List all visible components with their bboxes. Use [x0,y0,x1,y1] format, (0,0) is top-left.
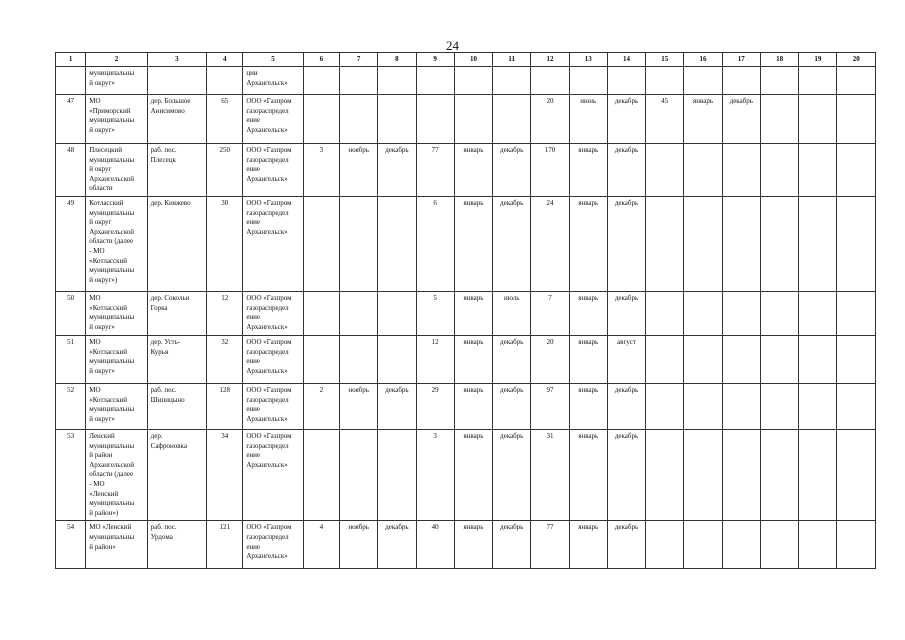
table-cell-col-19 [799,292,837,336]
table-cell-col-10: январь [454,430,492,521]
table-cell-col-16 [684,67,722,95]
table-cell-col-2: Плесецкий муниципальны й округ Архангельской области [86,144,147,197]
table-cell-col-7: ноябрь [340,521,378,569]
table-cell-col-13: январь [569,197,607,292]
table-row [56,144,876,197]
table-cell-col-1: 49 [56,197,86,292]
table-cell-col-7 [340,197,378,292]
table-cell-col-11: декабрь [493,336,531,384]
table-cell-col-8 [378,430,416,521]
table-cell-col-16 [684,292,722,336]
column-header-3: 3 [147,53,206,67]
column-header-11: 11 [493,53,531,67]
table-cell-col-1 [56,67,86,95]
table-cell-col-10 [454,95,492,144]
table-cell-col-7: ноябрь [340,384,378,430]
table-cell-col-11: декабрь [493,521,531,569]
table-cell-col-17 [722,521,760,569]
table-row [56,336,876,384]
header-row [56,53,876,67]
table-cell-col-1: 52 [56,384,86,430]
table-cell-col-8 [378,67,416,95]
table-cell-col-12: 7 [531,292,569,336]
table-cell-col-20 [837,336,876,384]
table-cell-col-9: 6 [416,197,454,292]
table-cell-col-12: 24 [531,197,569,292]
table-cell-col-3: раб. пос. Шипицыно [147,384,206,430]
table-cell-col-20 [837,384,876,430]
table-cell-col-17 [722,144,760,197]
table-cell-col-11: декабрь [493,384,531,430]
table-cell-col-18 [760,336,798,384]
table-cell-col-15 [646,521,684,569]
table-row [56,521,876,569]
table-cell-col-3 [147,67,206,95]
table-cell-col-14: декабрь [607,384,645,430]
table-cell-col-2: МО «Приморский муниципальны й округ» [86,95,147,144]
column-header-6: 6 [303,53,339,67]
table-cell-col-4 [207,67,243,95]
table-cell-col-20 [837,292,876,336]
table-cell-col-3: дер. Усть- Курья [147,336,206,384]
table-cell-col-10 [454,67,492,95]
table-cell-col-7: ноябрь [340,144,378,197]
column-header-7: 7 [340,53,378,67]
table-cell-col-12 [531,67,569,95]
table-cell-col-14: декабрь [607,197,645,292]
table-cell-col-13: январь [569,336,607,384]
table-cell-col-10: январь [454,384,492,430]
table-cell-col-15 [646,292,684,336]
table-cell-col-7 [340,95,378,144]
table-cell-col-2: Ленский муниципальны й район Архангельской области (далее - МО «Ленский муниципальны й район») [86,430,147,521]
table-cell-col-9 [416,67,454,95]
table-cell-col-17: декабрь [722,95,760,144]
table-cell-col-18 [760,95,798,144]
table-cell-col-16 [684,521,722,569]
table-cell-col-6 [303,336,339,384]
table-cell-col-9 [416,95,454,144]
table-cell-col-9: 77 [416,144,454,197]
table-cell-col-16 [684,336,722,384]
table-cell-col-13 [569,67,607,95]
table-row [56,67,876,95]
table-cell-col-8 [378,292,416,336]
column-header-9: 9 [416,53,454,67]
table-cell-col-3: дер. Сокольи Горка [147,292,206,336]
table-cell-col-1: 50 [56,292,86,336]
table-cell-col-6: 2 [303,384,339,430]
table-cell-col-19 [799,197,837,292]
table-cell-col-9: 29 [416,384,454,430]
table-cell-col-19 [799,336,837,384]
table-cell-col-3: раб. пос. Урдома [147,521,206,569]
table-cell-col-6: 4 [303,521,339,569]
table-cell-col-11 [493,67,531,95]
table-cell-col-15: 45 [646,95,684,144]
table-cell-col-13: январь [569,144,607,197]
table-cell-col-5: ООО «Газпром газораспредел ение Архангельск» [243,521,303,569]
column-header-4: 4 [207,53,243,67]
table-cell-col-14: декабрь [607,144,645,197]
table-cell-col-6: 3 [303,144,339,197]
table-cell-col-7 [340,67,378,95]
table-cell-col-16 [684,197,722,292]
table-cell-col-5: ООО «Газпром газораспредел ение Архангельск» [243,144,303,197]
table-row [56,384,876,430]
table-cell-col-16 [684,144,722,197]
table-cell-col-11: декабрь [493,430,531,521]
table-row [56,95,876,144]
table-cell-col-19 [799,521,837,569]
table-cell-col-6 [303,292,339,336]
column-header-1: 1 [56,53,86,67]
table-cell-col-1: 53 [56,430,86,521]
table-cell-col-19 [799,144,837,197]
table-cell-col-10: январь [454,144,492,197]
table-cell-col-20 [837,197,876,292]
table-body [56,67,876,569]
column-header-19: 19 [799,53,837,67]
table-cell-col-15 [646,67,684,95]
table-cell-col-8: декабрь [378,144,416,197]
table-cell-col-17 [722,384,760,430]
table-cell-col-10: январь [454,292,492,336]
table-cell-col-4: 65 [207,95,243,144]
table-cell-col-17 [722,292,760,336]
table-cell-col-8 [378,197,416,292]
table-cell-col-18 [760,430,798,521]
table-cell-col-20 [837,430,876,521]
table-cell-col-8 [378,336,416,384]
table-cell-col-5: ООО «Газпром газораспредел ение Архангельск» [243,336,303,384]
table-cell-col-2: МО «Котласский муниципальны й округ» [86,384,147,430]
table-cell-col-12: 170 [531,144,569,197]
table-cell-col-20 [837,95,876,144]
column-header-15: 15 [646,53,684,67]
table-cell-col-5: ООО «Газпром газораспредел ение Архангельск» [243,384,303,430]
page-number: 24 [446,38,459,53]
table-cell-col-6 [303,430,339,521]
table-cell-col-4: 250 [207,144,243,197]
table-cell-col-2: МО «Котласский муниципальны й округ» [86,336,147,384]
table-cell-col-2: МО «Ленский муниципальны й район» [86,521,147,569]
column-header-10: 10 [454,53,492,67]
column-header-14: 14 [607,53,645,67]
table-cell-col-6 [303,67,339,95]
table-cell-col-3: дер. Большое Анисимово [147,95,206,144]
column-header-8: 8 [378,53,416,67]
table-cell-col-5: ООО «Газпром газораспредел ение Архангельск» [243,95,303,144]
table-cell-col-13: январь [569,292,607,336]
table-cell-col-18 [760,384,798,430]
table-cell-col-5: ООО «Газпром газораспредел ение Архангельск» [243,197,303,292]
table-cell-col-16: январь [684,95,722,144]
column-header-5: 5 [243,53,303,67]
table-cell-col-18 [760,521,798,569]
table-cell-col-16 [684,384,722,430]
table-cell-col-4: 128 [207,384,243,430]
table-cell-col-3: дер. Княжево [147,197,206,292]
table-cell-col-6 [303,197,339,292]
table-cell-col-18 [760,197,798,292]
table-cell-col-4: 34 [207,430,243,521]
gasification-schedule-table [55,52,876,569]
table-cell-col-13: июнь [569,95,607,144]
table-cell-col-20 [837,67,876,95]
table-cell-col-12: 77 [531,521,569,569]
table-cell-col-15 [646,336,684,384]
column-header-12: 12 [531,53,569,67]
table-row [56,197,876,292]
table-cell-col-14 [607,67,645,95]
table-cell-col-11: декабрь [493,144,531,197]
table-cell-col-14: август [607,336,645,384]
table-cell-col-15 [646,384,684,430]
table-cell-col-1: 47 [56,95,86,144]
column-header-18: 18 [760,53,798,67]
table-cell-col-10: январь [454,197,492,292]
table-cell-col-10: январь [454,521,492,569]
table-cell-col-1: 48 [56,144,86,197]
table-cell-col-13: январь [569,521,607,569]
table-cell-col-18 [760,144,798,197]
table-cell-col-9: 5 [416,292,454,336]
table-cell-col-12: 20 [531,95,569,144]
table-cell-col-17 [722,430,760,521]
table-cell-col-4: 12 [207,292,243,336]
table-cell-col-17 [722,197,760,292]
table-row [56,430,876,521]
column-header-16: 16 [684,53,722,67]
table-cell-col-20 [837,521,876,569]
table-cell-col-6 [303,95,339,144]
column-header-2: 2 [86,53,147,67]
table-cell-col-19 [799,430,837,521]
table-row [56,292,876,336]
table-cell-col-13: январь [569,384,607,430]
table-cell-col-4: 121 [207,521,243,569]
table-cell-col-8: декабрь [378,521,416,569]
table-cell-col-19 [799,384,837,430]
table-cell-col-1: 54 [56,521,86,569]
table-cell-col-12: 20 [531,336,569,384]
table-cell-col-11 [493,95,531,144]
table-cell-col-7 [340,292,378,336]
table-cell-col-19 [799,95,837,144]
column-header-17: 17 [722,53,760,67]
table-cell-col-11: июль [493,292,531,336]
table-cell-col-19 [799,67,837,95]
table-cell-col-14: декабрь [607,292,645,336]
table-cell-col-12: 97 [531,384,569,430]
column-header-20: 20 [837,53,876,67]
table-cell-col-11: декабрь [493,197,531,292]
table-cell-col-9: 3 [416,430,454,521]
table-cell-col-8 [378,95,416,144]
table-cell-col-15 [646,197,684,292]
table-cell-col-3: раб. пос. Плесецк [147,144,206,197]
column-header-13: 13 [569,53,607,67]
table-cell-col-1: 51 [56,336,86,384]
table-cell-col-16 [684,430,722,521]
table-cell-col-5: ООО «Газпром газораспредел ение Архангельск» [243,430,303,521]
table-cell-col-2: Котласский муниципальны й округ Архангельской области (далее - МО «Котласский муниципальны й округ») [86,197,147,292]
table-cell-col-4: 30 [207,197,243,292]
table-cell-col-9: 12 [416,336,454,384]
table-cell-col-7 [340,430,378,521]
table-cell-col-15 [646,144,684,197]
table-cell-col-5: ции Архангельск» [243,67,303,95]
table-cell-col-15 [646,430,684,521]
table-cell-col-7 [340,336,378,384]
table-cell-col-14: декабрь [607,521,645,569]
table-cell-col-17 [722,336,760,384]
table-cell-col-12: 31 [531,430,569,521]
table-cell-col-2: муниципальны й округ» [86,67,147,95]
table-cell-col-5: ООО «Газпром газораспредел ение Архангельск» [243,292,303,336]
table-cell-col-9: 40 [416,521,454,569]
table-cell-col-13: январь [569,430,607,521]
table-cell-col-17 [722,67,760,95]
table-cell-col-8: декабрь [378,384,416,430]
table-cell-col-18 [760,292,798,336]
table-cell-col-14: декабрь [607,95,645,144]
table-cell-col-2: МО «Котласский муниципальны й округ» [86,292,147,336]
table-cell-col-10: январь [454,336,492,384]
table-cell-col-4: 32 [207,336,243,384]
table-cell-col-18 [760,67,798,95]
table-cell-col-20 [837,144,876,197]
table-cell-col-14: декабрь [607,430,645,521]
table-cell-col-3: дер. Сафроновка [147,430,206,521]
